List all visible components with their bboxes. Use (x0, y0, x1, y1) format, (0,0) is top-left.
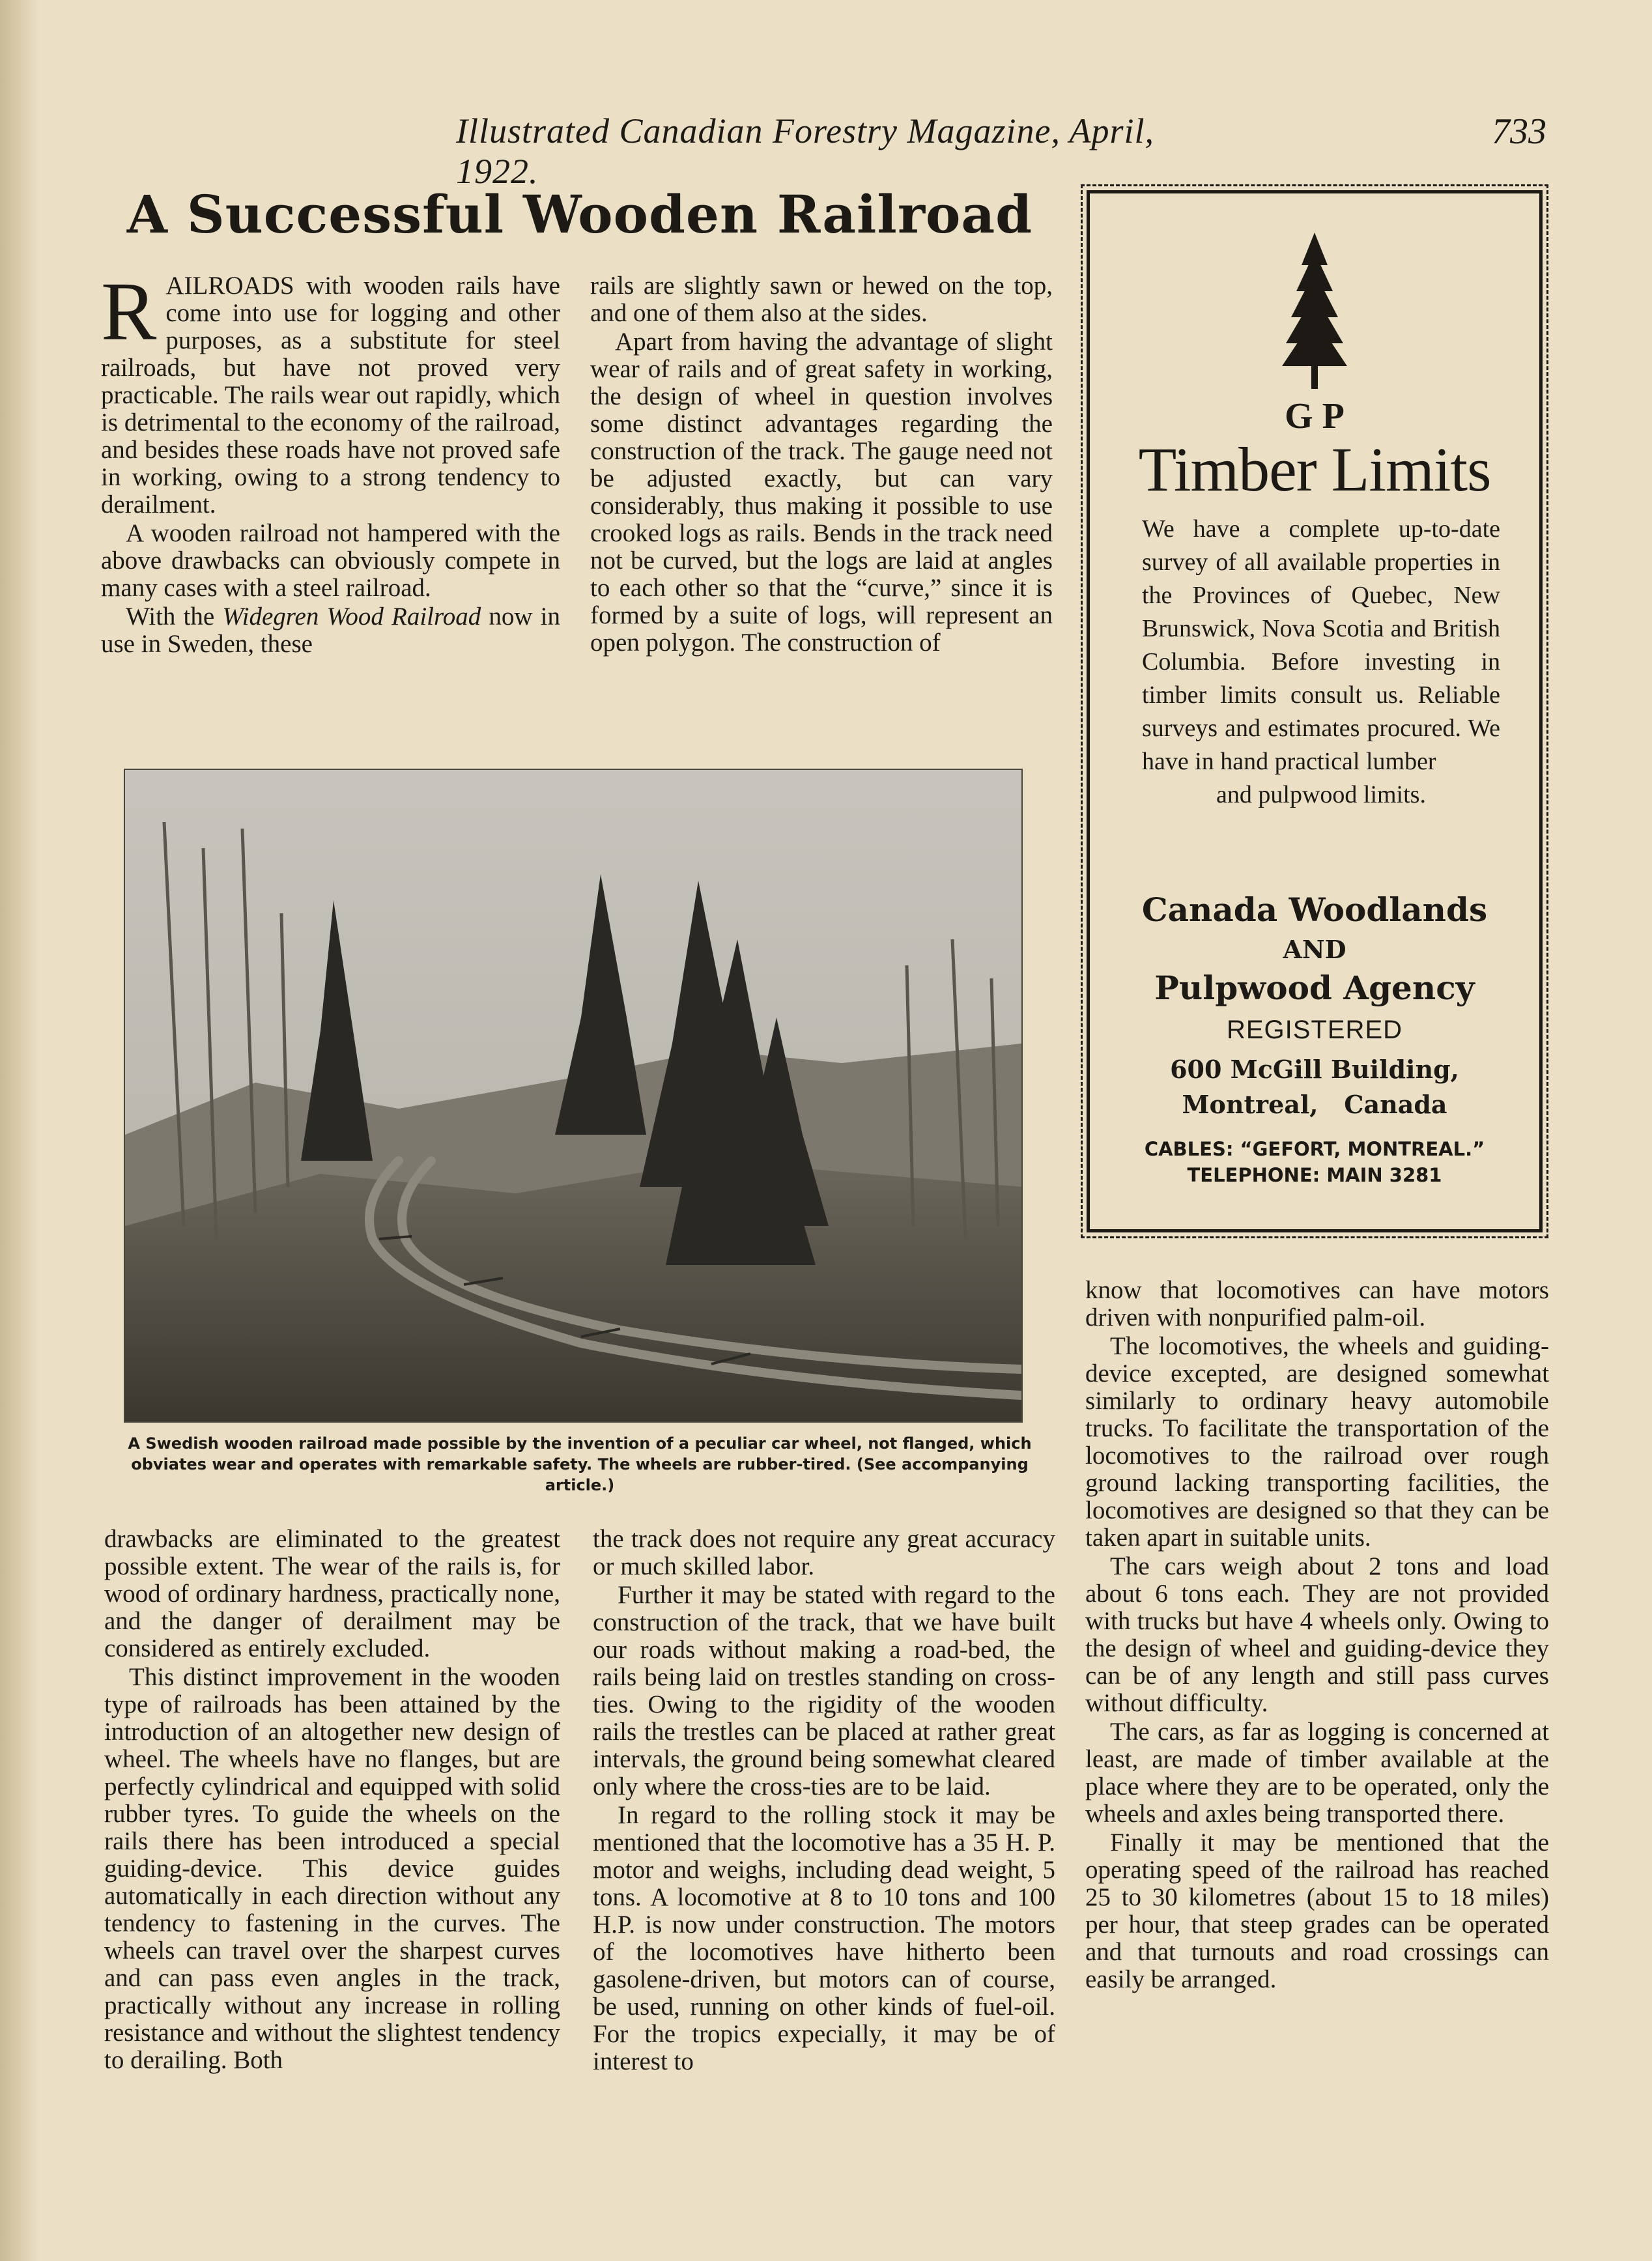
column-2-bottom (593, 1526, 1055, 2075)
logo-letters: G P (1285, 396, 1345, 436)
paragraph: In regard to the rolling stock it may be mentioned that the locomotive has a 35 H. P. motor and weighs, including dead weight, 5 tons. A locomotive at 8 to 10 tons and 100 H.P. is now under construction. The motors of the locomotives have hitherto been gasolene-driven, but motors can of course, be used, running on other kinds of fuel-oil. For the tropics expecially, it may be of interest to (593, 1801, 1055, 2075)
ad-heading: Timber Limits (1138, 434, 1491, 504)
address-line-1: 600 McGill Building, (1170, 1055, 1459, 1084)
drop-cap: R (101, 265, 157, 358)
paragraph: the track does not require any great accuracy or much skilled labor. (593, 1525, 1055, 1580)
paragraph: This distinct improvement in the wooden type of railroads has been attained by the introduction of an altogether new design of wheel. The wheels have no flanges, but are perfectly cylindrical and equipped with solid rubber tyres. To guide the wheels on the rails there has been introduced a special guiding-device. This device guides automatically in each direction without any tendency to fastening in the curves. The wheels can travel over the sharpest curves and can pass even angles in the track, practically without any increase in rolling resistance and without the slightest tendency to derailing. Both (104, 1663, 560, 2074)
paragraph: The cars, as far as logging is concerned at least, are made of timber available at the place where they are to be operated, only the wheels and axles being transported there. (1085, 1718, 1549, 1828)
company-name-and: AND (1283, 935, 1346, 964)
paragraph-text: AILROADS with wooden rails have come into use for logging and other purposes, as a substitute for steel railroads, but have not proved very practicable. The rails wear out rapidly, which is detrimental to the economy of the railroad, and besides these roads have not proved safe in working, owing to a strong tendency to derailment. (101, 272, 560, 519)
paragraph: know that locomotives can have motors driven with nonpurified palm-oil. (1085, 1276, 1549, 1331)
paragraph: Apart from having the advantage of slight wear of rails and of great safety in working, the design of wheel in question involves some distinct advantages regarding the construction of the track. The gauge need not be adjusted exactly, but can vary considerably, thus making it possible to use crooked logs as rails. Bends in the track need not be curved, but the logs are laid at angles to each other so that the “curve,” since it is formed by a suite of logs, will represent an open polygon. The construction of (590, 328, 1053, 657)
column-2-top (590, 272, 1053, 657)
paragraph-text: now in use in Sweden, these (101, 603, 561, 658)
address-line-2: Montreal, Canada (1182, 1090, 1447, 1119)
article-title: A Successful Wooden Railroad (126, 184, 1033, 245)
registered-label: REGISTERED (1226, 1016, 1403, 1044)
photo-caption: A Swedish wooden railroad made possible by the invention of a peculiar car wheel, not flanged, which obviates wear and operates with remarkable safety. The wheels are rubber-tired. (See accompanying article.) (128, 1434, 1032, 1494)
page-number: 733 (1492, 111, 1546, 152)
paragraph: The locomotives, the wheels and guiding-device excepted, are designed somewhat similarly to ordinary heavy automobile trucks. To facilitate the transportation of the locomotives to the railroad over rough ground lacking transporting facilities, the locomotives are designed so that they can be taken apart in suitable units. (1085, 1332, 1549, 1552)
paragraph: The cars weigh about 2 tons and load about 6 tons each. They are not provided with trucks but have 4 wheels only. Owing to the design of wheel and guiding-device they can be of any length and still pass curves without difficulty. (1085, 1552, 1549, 1717)
paragraph: A wooden railroad not hampered with the above drawbacks can obviously compete in many cases with a steel railroad. (101, 519, 560, 602)
paragraph: Finally it may be mentioned that the operating speed of the railroad has reached 25 to 30 kilometres (about 15 to 18 miles) per hour, that steep grades can be operated and that turnouts and road crossings can easily be arranged. (1085, 1828, 1549, 1993)
ad-body-last-line: and pulpwood limits. (1216, 781, 1426, 808)
company-name-line-2: Pulpwood Agency (1154, 969, 1475, 1007)
paragraph: Further it may be stated with regard to the construction of the track, that we have built our roads without making a road-bed, the rails being laid on trestles standing on cross-ties. Owing to the rigidity of the wooden rails the trestles can be placed at rather great intervals, the ground being somewhat cleared only where the cross-ties are to be laid. (593, 1581, 1055, 1800)
cables-line: CABLES: “GEFORT, MONTREAL.” (1144, 1138, 1485, 1160)
forest-railroad-image (125, 770, 1021, 1421)
paragraph (101, 603, 560, 658)
paragraph: drawbacks are eliminated to the greatest possible extent. The wear of the rails is, for wood of ordinary hardness, practically none, and the danger of derailment may be considered as entirely excluded. (104, 1525, 560, 1662)
company-name-line-1: Canada Woodlands (1141, 890, 1488, 929)
ad-body-text (1142, 513, 1500, 812)
ad-body-main: We have a complete up-to-date survey of all available properties in the Provinces of Quebec, New Brunswick, Nova Scotia and British Columbia. Before investing in timber limits consult us. Reliable surveys and estimates procured. We have in hand practical lumber (1142, 515, 1500, 775)
paragraph-text: With the (126, 603, 223, 631)
emphasized-name: Widegren Wood Railroad (222, 603, 481, 631)
telephone-line: TELEPHONE: MAIN 3281 (1187, 1164, 1442, 1186)
running-header: Illustrated Canadian Forestry Magazine, April, 1922. (456, 111, 1154, 191)
column-1-bottom (104, 1526, 560, 2074)
paragraph (101, 265, 560, 519)
pine-tree-logo-icon (1249, 233, 1380, 448)
railroad-photograph (124, 769, 1023, 1423)
column-1-top (101, 265, 561, 658)
paragraph: rails are slightly sawn or hewed on the top, and one of them also at the sides. (590, 272, 1053, 327)
column-3-bottom (1085, 1277, 1549, 1993)
page-edge-shadow (0, 0, 39, 2261)
timber-limits-advertisement (1087, 190, 1543, 1232)
